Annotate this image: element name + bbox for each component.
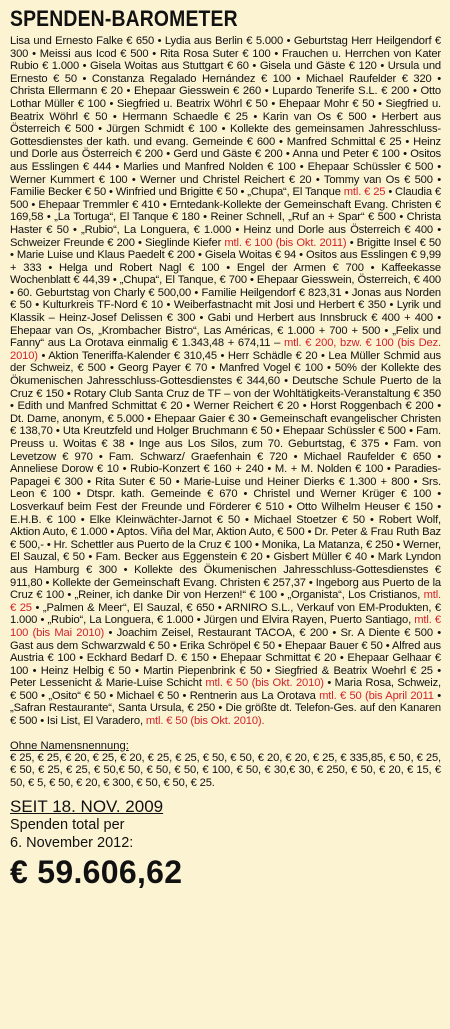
donation-text-segment: • „Palmen & Meer“, El Sauzal, € 650 • ARNIRO S.L., Verkauf von EM-Produkten, € 1.000 • „Rubio“, La Longuera, € 1.000 • Jürgen und Elvira Rayen, Puerto Santiago, (10, 601, 441, 627)
anonymous-heading: Ohne Namensnennung: (10, 739, 129, 752)
total-amount: € 59.606,62 (10, 854, 183, 891)
donation-text-segment: • Brigitte Insel € 50 • Marie Luise und Klaus Paedelt € 200 • Gisela Woitas € 94 • Ositos aus Esslingen € 9,99 + 333 • Helga und Robert Nagl € 100 • Engel der Armen € 700 • Kaffeekasse Wochenblatt € 44,39 • „Chupa“, El Tanque, € 700 • Ehepaar Giesswein, Österreich, € 400 • 60. Geburtstag von Charly € 500,00 • Familie Heilgendorf € 823,31 • Jonas aus Norden € 50 • Kulturkreis TF-Nord € 10 • Weiberfastnacht mit Josi und Herbert € 350 • Lyrik und Klassik – Heinz-Josef Delissen € 300 • Gabi und Herbert aus Innsbruck € 400 + 400 • Ehepaar van Os, „Krombacher Bistro“, Las Américas, € 1.000 + 700 + 500 • „Felix und Fanny“ aus La Orotava einmalig € 1.343,48 + 674,11 – (10, 236, 441, 350)
monthly-pledge-highlight: mtl. € 100 (bis Okt. 2011) (224, 236, 347, 249)
monthly-pledge-highlight: mtl. € 25 (343, 186, 386, 199)
monthly-pledge-highlight: mtl. € 50 (bis April 2011 (319, 689, 434, 702)
monthly-pledge-highlight: mtl. € 25 (10, 589, 441, 614)
donation-text-segment: • Maria Rosa, Schweiz, € 500 • „Osito“ € 50 • Michael € 50 • Rentnerin aus La Orotava (10, 677, 441, 702)
total-label-line-1: Spenden total per (10, 817, 125, 834)
anonymous-list: € 25, € 25, € 20, € 25, € 20, € 25, € 25, € 50, € 50, € 20, € 20, € 25, € 335,85, € 50, € 25, € 50, € 25, € 25, € 50,€ 50, € 50, € 50, € 100, € 50, € 30,€ 30, € 250, € 50, € 20, € 15, € 50, € 5, € 50, € 20, € 300, € 50, € 50, € 25. (10, 751, 441, 789)
donation-text-segment: • „Safran Restaurante“, Santa Ursula, € 250 • Die größte dt. Telefon-Ges. auf den Kanaren € 500 • Isi List, El Varadero, (10, 689, 441, 728)
monthly-pledge-highlight: mtl. € 50 (bis Okt. 2010) (205, 677, 324, 690)
monthly-pledge-highlight: mtl. € 100 (bis Mai 2010) (10, 614, 441, 639)
donation-text-segment: • Aktion Teneriffa-Kalender € 310,45 • Herr Schädle € 20 • Lea Müller Schmid aus der Schweiz, € 500 • Georg Payer € 70 • Manfred Vogel € 100 • 50% der Kollekte des Ökumenischen Jahresschluss-Gottesdienstes € 344,60 • Deutsche Schule Puerto de la Cruz € 150 • Rotary Club Santa Cruz de TF – von der Wohltätigkeits-Veranstaltung € 350 • Edith und Manfred Schmittat € 20 • Werner Reichert € 20 • Horst Roggenbach € 200 • Dt. Dame, anonym, € 5.000 • Ehepaar Gaier € 30 • Gemeinschaft evangelischer Christen € 138,70 • Uta Kreutzfeld und Holger Bruchmann € 50 • Ehepaar Schüssler € 500 • Fam. Preuss u. Woitas € 38 • Inge aus Los Silos, zum 70. Geburtstag, € 375 • Fam. von Levetzow € 970 • Fam. Schwarz/ Graefenhain € 720 • Michael Raufelder € 650 • Anneliese Dorow € 10 • Rubio-Konzert € 160 + 240 • M. + M. Nolden € 100 • Paradies-Papagei € 300 • Rita Suter € 50 • Marie-Luise und Heiner Dierks € 1.300 + 800 • Srs. Leon € 100 • Dtspr. kath. Gemeinde € 670 • Christel und Werner Krüger € 100 • Losverkauf beim Fest der Freunde und Förderer € 510 • Otto Wilhelm Heuser € 150 • E.H.B. € 100 • Elke Kleinwächter-Jarnot € 50 • Michael Stoetzer € 50 • Robert Wolf, Aktion Auto, € 1.000 • Aptos. Viña del Mar, Aktion Auto, € 500 • Dr. Peter & Frau Ruth Baz € 500,- • Hr. Schettler aus Puerto de la Cruz € 100 • Monika, La Matanza, € 250 • Werner, El Sauzal, € 50 • Fam. Becker aus Eggenstein € 20 • Gisbert Müller € 40 • Mark Lyndon aus Hamburg € 300 • Kollekte des Ökumenischen Jahresschluss-Gottesdienstes € 911,80 • Kollekte der Gemeinschaft Evang. Christen € 257,37 • Ingeborg aus Puerto de la Cruz € 100 • „Reiner, ich danke Dir von Herzen!“ € 100 • „Organista“, Los Cristianos, (10, 349, 441, 602)
total-label-line-2: 6. November 2012: (10, 834, 134, 851)
monthly-pledge-highlight: mtl. € 50 (bis Okt. 2010). (145, 715, 265, 728)
page-title: SPENDEN-BAROMETER (10, 6, 238, 31)
donation-text-segment: • Joachim Zeisel, Restaurant TACOA, € 200 • Sr. A Diente € 500 • Gast aus dem Schwarzwald € 50 • Erika Schröpel € 50 • Ehepaar Bauer € 50 • Alfred aus Austria € 100 • Eckhard Bedarf D. € 150 • Ehepaar Schmittat € 20 • Ehepaar Gelhaar € 100 • Heinz Helbig € 50 • Martin Piepenbrink € 50 • Siegfried & Beatrix Woehrl € 25 • Peter Lessenicht & Marie-Luise Schicht (10, 626, 441, 690)
donations-list (10, 35, 441, 728)
donation-text-segment: • Claudia € 500 • Ehepaar Tremmler € 410 • Erntedank-Kollekte der Gemeinschaft Evang. Christen € 169,58 • „La Tortuga“, El Tanque € 180 • Reiner Schnell, „Ruf an + Spar“ € 500 • Christa Haster € 50 • „Rubio“, La Longuera, € 1.000 • Heinz und Dorle aus Österreich € 400 • Schweizer Freunde € 200 • Sieglinde Kiefer (10, 186, 441, 249)
donation-text-segment: Lisa und Ernesto Falke € 650 • Lydia aus Berlin € 5.000 • Geburtstag Herr Heilgendorf € 300 • Meissi aus Icod € 500 • Rita Rosa Suter € 100 • Frauchen u. Herrchen von Kater Rubio € 1.000 • Gisela Woitas aus Stuttgart € 60 • Gisela und Gäste € 120 • Ursula und Ernesto € 50 • Constanza Regalado Hernández € 100 • Michael Raufelder € 320 • Christa Ellermann € 20 • Ehepaar Giesswein € 260 • Lupardo Tenerife S.L. € 200 • Otto Lothar Müller € 100 • Siegfried u. Beatrix Wöhrl € 50 • Ehepaar Mohr € 50 • Siegfried u. Beatrix Wöhrl € 50 • Hermann Schaedle € 25 • Karin van Os € 500 • Herbert aus Österreich € 500 • Jürgen Schmidt € 100 • Kollekte des gemeinsamen Jahresschluss-Gottesdienstes der kath. und evang. Gemeinde € 600 • Manfred Schmittal € 25 • Heinz und Dorle aus Österreich € 200 • Gerd und Gäste € 200 • Anna und Peter € 100 • Ositos aus Esslingen € 444 • Marlies und Manfred Nolden € 100 • Ehepaar Schüssler € 500 • Werner Kummert € 100 • Werner und Christel Reichert € 20 • Tommy van Os € 500 • Familie Becker € 50 • Winfried und Brigitte € 50 • „Chupa“, El Tanque (10, 35, 441, 199)
since-date-label: SEIT 18. NOV. 2009 (10, 797, 164, 817)
monthly-pledge-highlight: mtl. € 200, bzw. € 100 (bis Dez. 2010) (10, 337, 442, 362)
